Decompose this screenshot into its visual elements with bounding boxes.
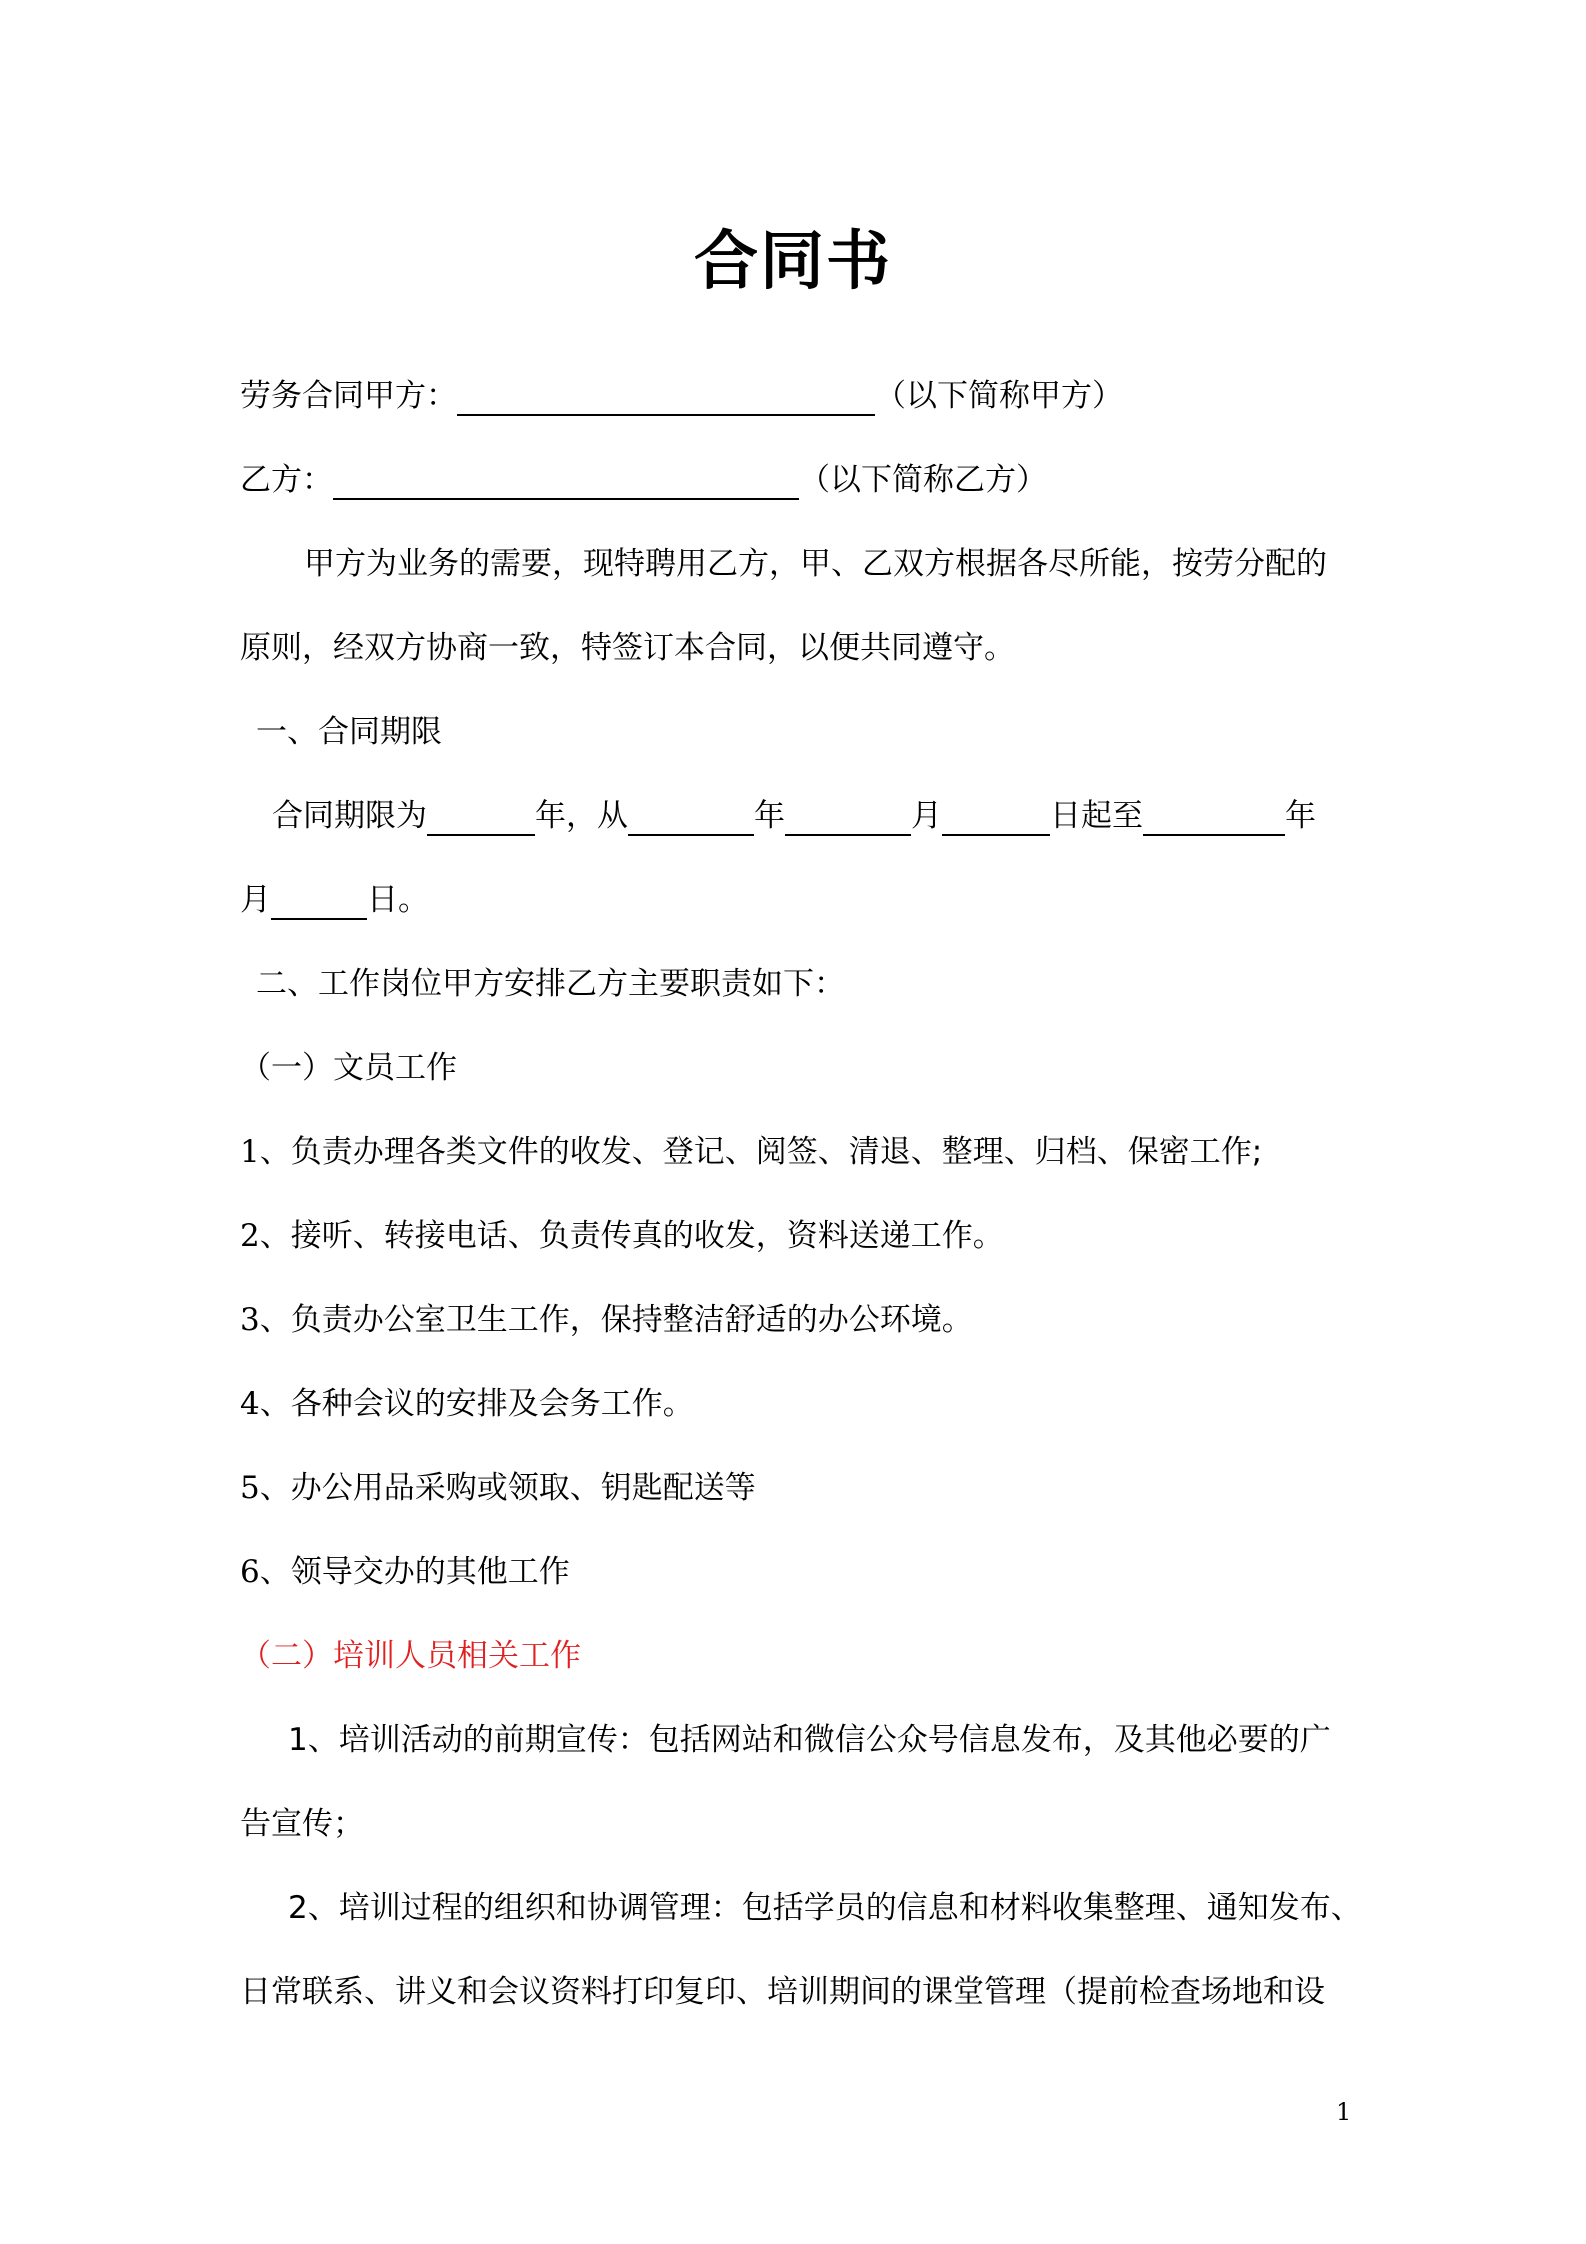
- duty-item: [240, 1384, 1350, 1424]
- term-years-blank: [427, 800, 535, 836]
- start-year-blank: [628, 800, 754, 836]
- section2-heading: 二、工作岗位甲方安排乙方主要职责如下：: [256, 966, 845, 1002]
- duty-item: [240, 1216, 1350, 1256]
- duty-item-text: 、负责办公室卫生工作，保持整洁舒适的办公环境。: [259, 1302, 973, 1338]
- party-b-blank: [333, 464, 799, 500]
- intro-line-1: 甲方为业务的需要，现特聘用乙方，甲、乙双方根据各尽所能，按劳分配的: [304, 546, 1327, 582]
- duty-item-number: 3: [240, 1302, 260, 1338]
- party-b-label: 乙方：: [240, 462, 333, 498]
- duty-item-number: 1: [240, 1134, 260, 1170]
- term-prefix: 合同期限为: [272, 798, 427, 834]
- training-item-1-line-2: 告宣传；: [240, 1806, 364, 1842]
- section1-heading: 一、合同期限: [256, 714, 442, 750]
- duty-item-number: 2: [240, 1218, 260, 1254]
- subsection-clerical: （一）文员工作: [240, 1050, 457, 1086]
- party-b-line: [240, 460, 1350, 500]
- party-b-suffix: （以下简称乙方）: [799, 462, 1047, 498]
- training-item-1-line-1: 1、培训活动的前期宣传：包括网站和微信公众号信息发布，及其他必要的广: [288, 1722, 1331, 1758]
- term-day-end: 日。: [367, 882, 429, 918]
- term-month-end: 月: [240, 882, 271, 918]
- start-month-blank: [785, 800, 911, 836]
- duty-item: [240, 1468, 1350, 1508]
- document-title: 合同书: [694, 225, 892, 299]
- end-year-blank: [1143, 800, 1285, 836]
- duty-item: [240, 1552, 1350, 1592]
- term-day-from: 日起至: [1050, 798, 1143, 834]
- duty-item-number: 4: [240, 1386, 260, 1422]
- term-line-1: [272, 796, 1382, 836]
- duty-item-text: 、办公用品采购或领取、钥匙配送等: [259, 1470, 756, 1506]
- intro-line-2: 原则，经双方协商一致，特签订本合同，以便共同遵守。: [240, 630, 1015, 666]
- duty-item-text: 、接听、转接电话、负责传真的收发，资料送递工作。: [259, 1218, 1004, 1254]
- training-item-2-line-1: 2、培训过程的组织和协调管理：包括学员的信息和材料收集整理、通知发布、: [288, 1890, 1362, 1926]
- training-item-2-line-2: 日常联系、讲义和会议资料打印复印、培训期间的课堂管理（提前检查场地和设: [240, 1974, 1325, 2010]
- duty-item: [240, 1300, 1350, 1340]
- duty-item: [240, 1132, 1350, 1172]
- duty-item-number: 5: [240, 1470, 260, 1506]
- term-year-label: 年: [754, 798, 785, 834]
- party-a-label: 劳务合同甲方：: [240, 378, 457, 414]
- party-a-suffix: （以下简称甲方）: [875, 378, 1123, 414]
- party-a-blank: [457, 380, 875, 416]
- term-month-label: 月: [911, 798, 942, 834]
- duty-item-number: 6: [240, 1554, 260, 1590]
- page-number: 1: [1336, 2098, 1352, 2126]
- party-a-line: [240, 376, 1350, 416]
- term-year-from: 年，从: [535, 798, 628, 834]
- duty-item-text: 、领导交办的其他工作: [259, 1554, 570, 1590]
- term-year-end: 年: [1285, 798, 1316, 834]
- subsection-training: （二）培训人员相关工作: [240, 1638, 581, 1674]
- start-day-blank: [942, 800, 1050, 836]
- term-line-2: [240, 880, 1350, 920]
- duty-item-text: 、负责办理各类文件的收发、登记、阅签、清退、整理、归档、保密工作;: [259, 1134, 1263, 1170]
- end-month-blank: [271, 884, 367, 920]
- duty-item-text: 、各种会议的安排及会务工作。: [259, 1386, 694, 1422]
